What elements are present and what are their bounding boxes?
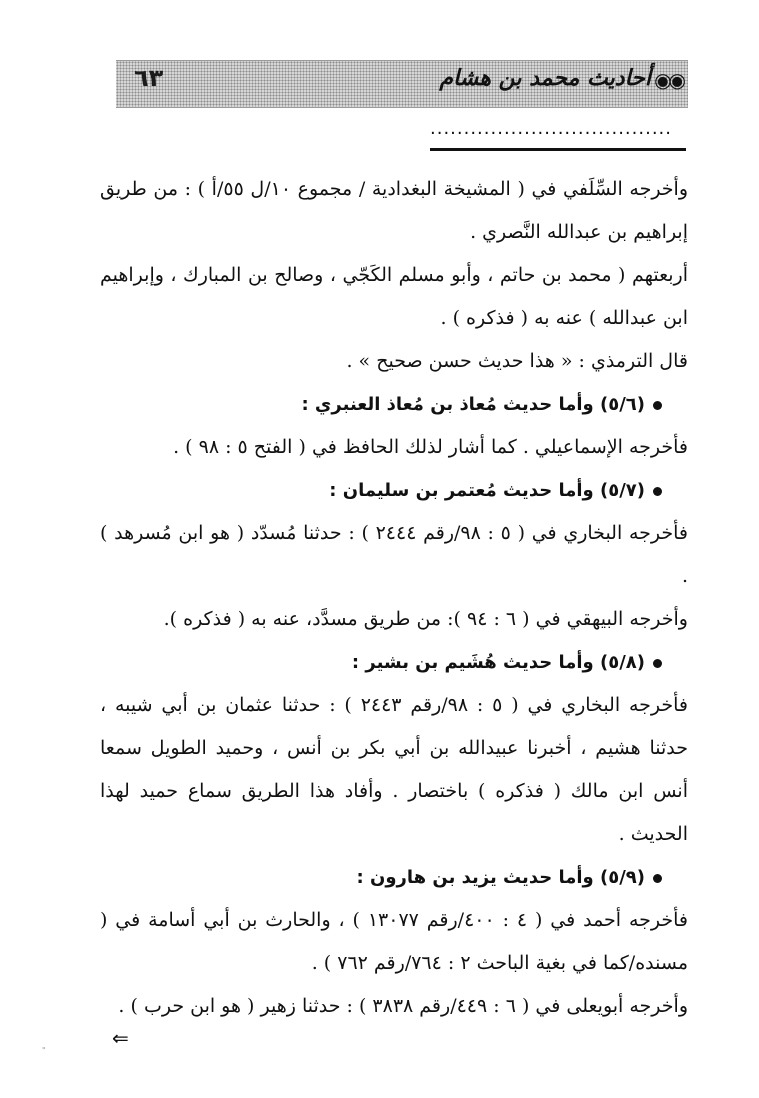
body-paragraph: قال الترمذي : « هذا حديث حسن صحيح » . (346, 350, 688, 372)
running-header-title: أحاديث محمد بن هشام (439, 66, 651, 91)
body-paragraph: فأخرجه البخاري في ( ٥ : ٩٨/رقم ٢٤٤٣ ) : حدثنا عثمان بن أبي شيبه ، حدثنا هشيم ، أخبرنا عبيدالله بن أبي بكر بن أنس ، وحميد الطويل سمعا أنس ابن مالك ( فذكره ) باختصار . وأفاد هذا الطريق سماع حميد لهذا الحديث . (100, 694, 688, 845)
continue-arrow-icon: ⇐ (112, 1026, 129, 1050)
section-heading-text: (٥/٨) وأما حديث هُشَيم بن بشير : (351, 652, 645, 673)
section-heading-text: (٥/٧) وأما حديث مُعتمر بن سليمان : (329, 480, 645, 501)
body-paragraph: فأخرجه البخاري في ( ٥ : ٩٨/رقم ٢٤٤٤ ) : حدثنا مُسدّد ( هو ابن مُسرهد ) . (100, 522, 688, 587)
section-heading-text: (٥/٦) وأما حديث مُعاذ بن مُعاذ العنبري : (301, 394, 645, 415)
body-paragraph: فأخرجه أحمد في ( ٤ : ٤٠٠/رقم ١٣٠٧٧ ) ، والحارث بن أبي أسامة في ( مسنده/كما في بغية الباحث ٢ : ٧٦٤/رقم ٧٦٢ ) . (100, 909, 689, 974)
bullet-icon (653, 401, 662, 410)
body-paragraph: فأخرجه الإسماعيلي . كما أشار لذلك الحافظ في ( الفتح ٥ : ٩٨ ) . (173, 436, 688, 458)
bullet-icon (653, 487, 662, 496)
header-ornament-icon: ◉◉ (654, 68, 683, 92)
header-rule (430, 148, 686, 151)
section-heading-text: (٥/٩) وأما حديث يزيد بن هارون : (356, 867, 645, 888)
margin-mark: " (42, 1046, 46, 1055)
section-heading (100, 856, 688, 899)
dotted-separator: .................................... (430, 120, 672, 138)
section-heading (100, 469, 688, 512)
body-paragraph: وأخرجه السِّلَفي في ( المشيخة البغدادية / مجموع ١٠/ل ٥٥/أ ) : من طريق إبراهيم بن عبدالله النَّصري . (100, 178, 688, 243)
section-heading (100, 641, 688, 684)
bullet-icon (653, 874, 662, 883)
page-number: ٦٣ (134, 64, 164, 92)
bullet-icon (653, 659, 662, 668)
section-heading (100, 383, 688, 426)
body-paragraph: وأخرجه البيهقي في ( ٦ : ٩٤ ): من طريق مسدَّد، عنه به ( فذكره ). (163, 608, 688, 630)
body-paragraph: أربعتهم ( محمد بن حاتم ، وأبو مسلم الكَجّي ، وصالح بن المبارك ، وإبراهيم ابن عبدالله ) عنه به ( فذكره ) . (100, 264, 688, 329)
page-body (100, 168, 688, 1028)
body-paragraph: وأخرجه أبويعلى في ( ٦ : ٤٤٩/رقم ٣٨٣٨ ) : حدثنا زهير ( هو ابن حرب ) . (118, 995, 688, 1017)
